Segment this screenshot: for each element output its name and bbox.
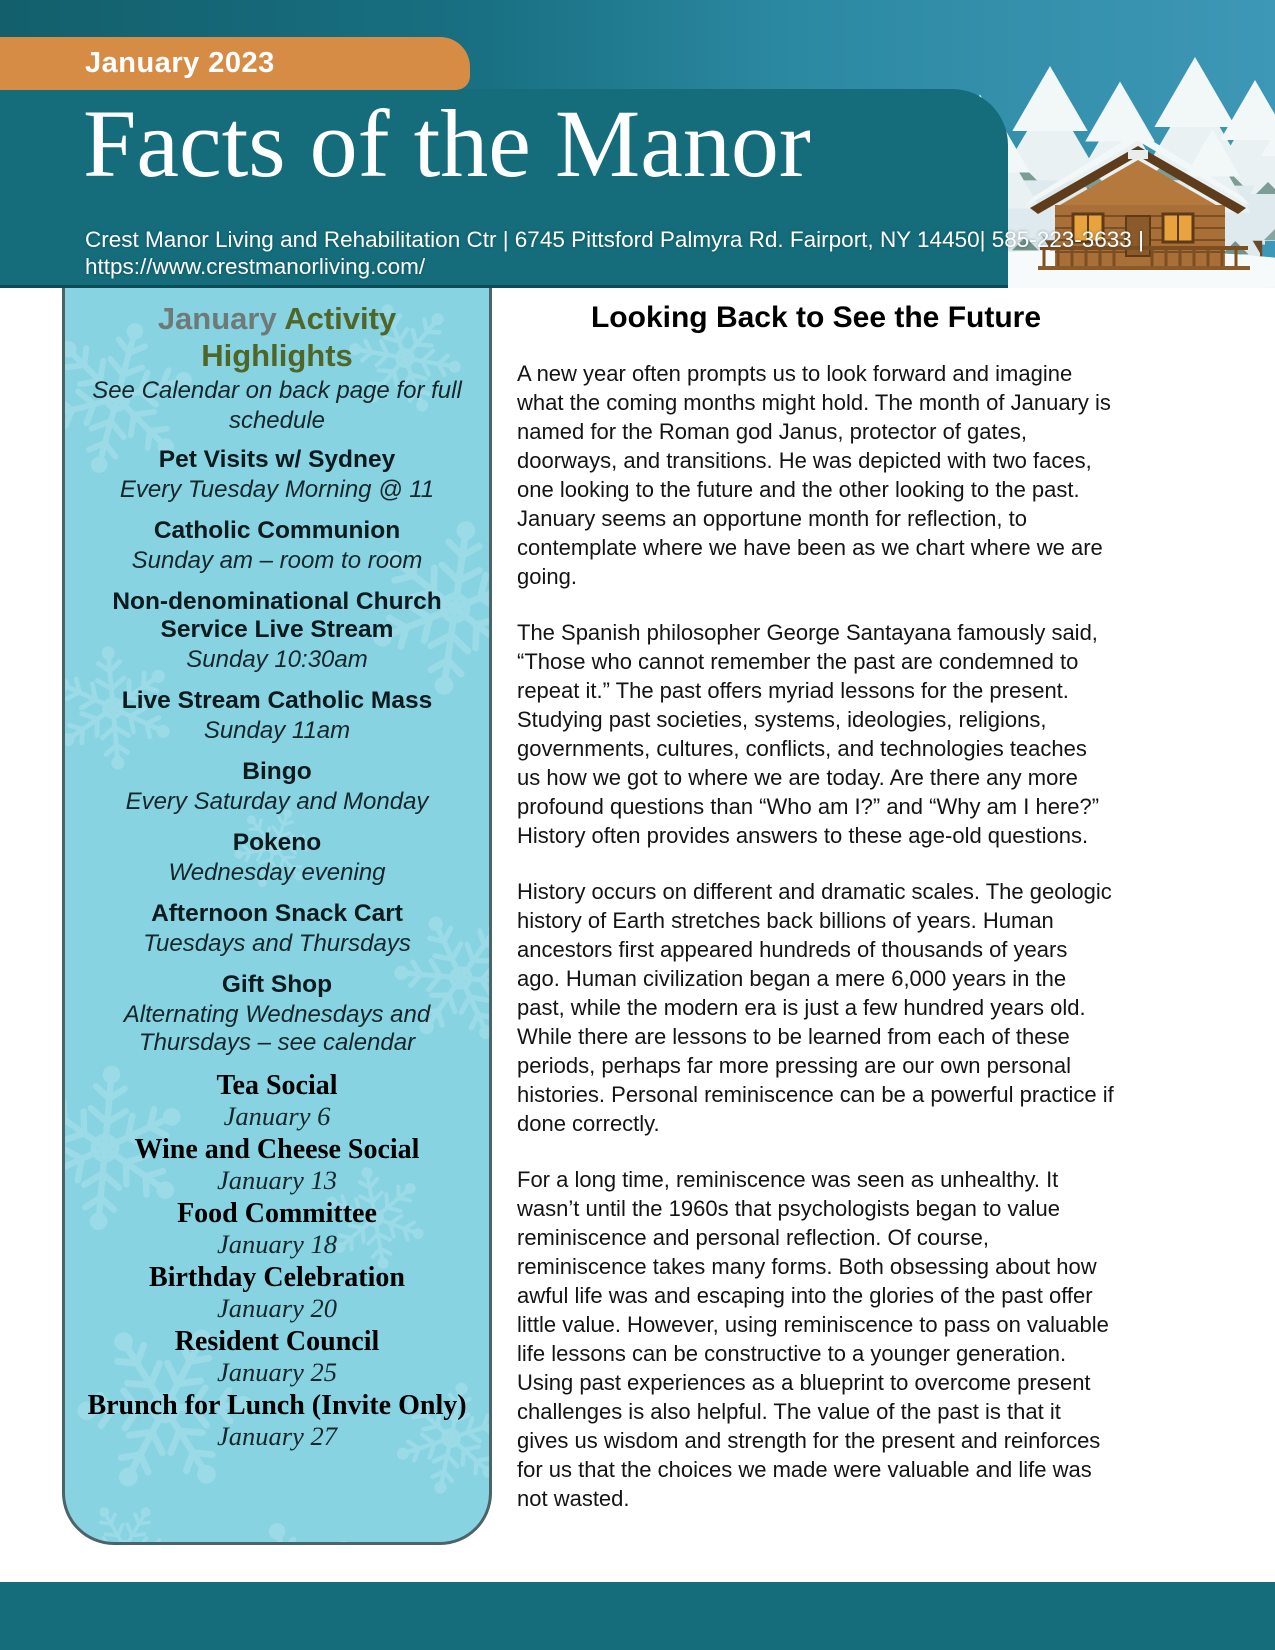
activity-schedule: Every Saturday and Monday	[125, 788, 429, 815]
sidebar-heading	[81, 300, 473, 374]
contact-address-line: Crest Manor Living and Rehabilitation Ctr | 6745 Pittsford Palmyra Rd. Fairport, NY 14450| 585-223-3633 |	[85, 227, 1144, 252]
main-article	[517, 300, 1115, 1540]
activity-title: Non-denominational Church Service Live Stream	[112, 588, 442, 643]
activity-title: Afternoon Snack Cart	[151, 900, 403, 927]
article-paragraph: History occurs on different and dramatic scales. The geologic history of Earth stretches back billions of years. Human ancestors first appeared hundreds of thousands of years ago. Human civilization began a mere 6,000 years in the past, while the modern era is just a few hundred years old. While there are lessons to be learned from each of these periods, perhaps far more pressing are our own personal histories. Personal reminiscence can be a powerful practice if done correctly.	[517, 879, 1114, 1136]
activity-title: Pokeno	[232, 829, 322, 856]
activity-title: Pet Visits w/ Sydney	[158, 446, 396, 473]
activity-entry	[81, 758, 473, 816]
activity-entry	[81, 687, 473, 745]
activity-entry	[81, 1262, 473, 1324]
activity-title: Tea Social	[216, 1070, 338, 1101]
activity-schedule: January 25	[217, 1357, 337, 1387]
activity-entry	[81, 517, 473, 575]
masthead	[0, 0, 1275, 288]
activity-entry	[81, 588, 473, 674]
sidebar-activity-list	[81, 446, 473, 1452]
issue-date: January 2023	[85, 47, 275, 79]
activity-title: Food Committee	[177, 1198, 377, 1229]
activity-schedule: Wednesday evening	[168, 859, 386, 886]
activity-entry	[81, 1390, 473, 1452]
sidebar-heading-month: January	[157, 301, 277, 336]
article-paragraph: A new year often prompts us to look forward and imagine what the coming months might hold. The month of January is named for the Roman god Janus, protector of gates, doorways, and transitions. He was depicted with two faces, one looking to the future and the other looking to the past. January seems an opportune month for reflection, to contemplate where we have been as we chart where we are going.	[517, 361, 1111, 589]
sidebar-heading-rest: Activity Highlights	[201, 301, 397, 373]
activity-highlights-content	[65, 288, 489, 1452]
issue-date-banner	[0, 37, 470, 90]
activity-title: Gift Shop	[221, 971, 333, 998]
activity-schedule: Tuesdays and Thursdays	[143, 930, 411, 957]
activity-title: Catholic Communion	[153, 517, 401, 544]
activity-schedule: January 20	[217, 1293, 337, 1323]
activity-title: Live Stream Catholic Mass	[121, 687, 433, 714]
activity-entry	[81, 446, 473, 504]
activity-schedule: January 13	[217, 1165, 337, 1195]
contact-info	[85, 226, 1225, 280]
activity-schedule: Sunday 11am	[203, 717, 351, 744]
article-paragraph: For a long time, reminiscence was seen as unhealthy. It wasn’t until the 1960s that psychologists began to value reminiscence and personal reflection. Of course, reminiscence takes many forms. Both obsessing about how awful life was and escaping into the glories of the past offer little value. However, using reminiscence to pass on valuable life lessons can be constructive to a younger generation. Using past experiences as a blueprint to overcome present challenges is also helpful. The value of the past is that it gives us wisdom and strength for the present and reinforces for us that the choices we made were valuable and life was not wasted.	[517, 1167, 1109, 1511]
activity-title: Bingo	[242, 758, 312, 785]
activity-schedule: Alternating Wednesdays and Thursdays – see calendar	[123, 1001, 431, 1056]
footer-bar	[0, 1582, 1275, 1650]
activity-title: Resident Council	[174, 1326, 380, 1357]
activity-entry	[81, 829, 473, 887]
article-body	[517, 359, 1115, 1513]
activity-entry	[81, 1198, 473, 1260]
activity-entry	[81, 1326, 473, 1388]
article-title: Looking Back to See the Future	[590, 301, 1042, 334]
sidebar-subtitle: See Calendar on back page for full schedule	[92, 377, 462, 434]
activity-title: Brunch for Lunch (Invite Only)	[87, 1390, 467, 1421]
newsletter-title: Facts of the Manor	[83, 90, 811, 197]
activity-entry	[81, 1070, 473, 1132]
activity-schedule: Sunday am – room to room	[131, 547, 423, 574]
activity-entry	[81, 1134, 473, 1196]
activity-highlights-panel	[62, 288, 492, 1545]
activity-entry	[81, 971, 473, 1057]
activity-schedule: January 27	[217, 1421, 337, 1451]
activity-title: Birthday Celebration	[149, 1262, 405, 1293]
activity-title: Wine and Cheese Social	[134, 1134, 420, 1165]
activity-schedule: Every Tuesday Morning @ 11	[119, 476, 435, 503]
activity-entry	[81, 900, 473, 958]
article-paragraph: The Spanish philosopher George Santayana famously said, “Those who cannot remember the past are condemned to repeat it.” The past offers myriad lessons for the present. Studying past societies, systems, ideologies, religions, governments, cultures, conflicts, and technologies teaches us how we got to where we are today. Are there any more profound questions than “Who am I?” and “Why am I here?” History often provides answers to these age-old questions.	[517, 620, 1100, 848]
activity-schedule: January 18	[217, 1229, 337, 1259]
contact-website-url: https://www.crestmanorliving.com/	[85, 254, 426, 279]
activity-schedule: January 6	[223, 1101, 331, 1131]
activity-schedule: Sunday 10:30am	[186, 646, 368, 673]
